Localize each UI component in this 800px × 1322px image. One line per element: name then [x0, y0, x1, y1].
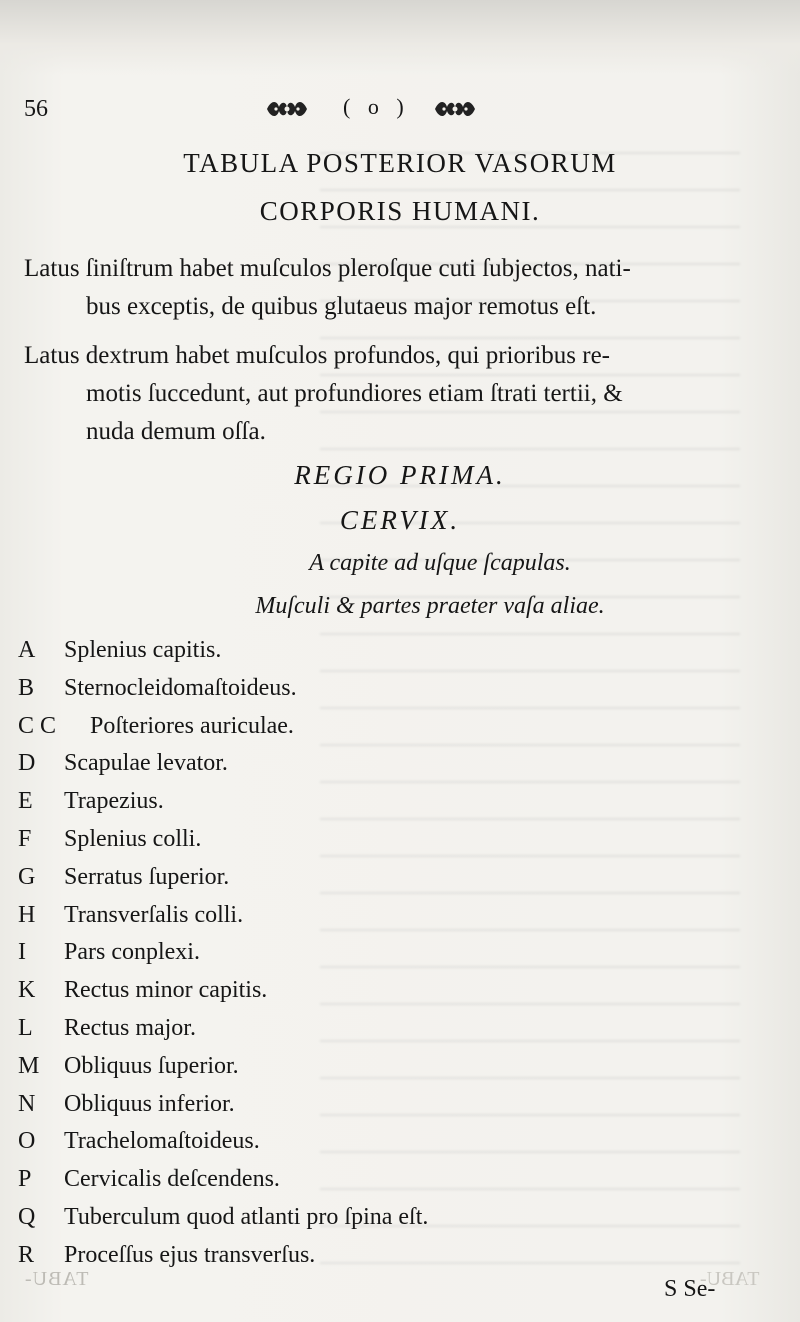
legend-key: I	[18, 939, 26, 966]
legend-label: Rectus major.	[64, 1014, 196, 1041]
legend-label: Rectus minor capitis.	[64, 977, 268, 1004]
page-top-shadow	[0, 0, 800, 75]
legend-label: Proceſſus ejus transverſus.	[64, 1241, 316, 1268]
legend-item	[18, 826, 718, 864]
paragraph-line: Latus ſiniſtrum habet muſculos pleroſque cuti ſubjectos, nati-	[24, 255, 631, 282]
legend-key: N	[18, 1090, 36, 1117]
legend-key: M	[18, 1052, 40, 1079]
legend-label: Cervicalis deſcendens.	[64, 1166, 280, 1193]
legend-item	[18, 637, 718, 675]
legend-item	[18, 864, 718, 902]
legend-key: F	[18, 825, 32, 852]
running-header	[0, 94, 800, 128]
legend-key: Q	[18, 1203, 36, 1230]
legend-label: Trachelomaſtoideus.	[64, 1128, 260, 1155]
legend-item	[18, 1053, 718, 1091]
legend-item	[18, 750, 718, 788]
legend-label: Splenius colli.	[64, 825, 202, 852]
paragraph-line: bus exceptis, de quibus glutaeus major remotus eſt.	[86, 293, 597, 320]
fleuron-ornament-left	[265, 98, 309, 120]
legend-item	[18, 675, 718, 713]
paragraph-latus-dextrum	[24, 337, 740, 451]
legend-item	[18, 1204, 718, 1242]
fleuron-ornament-right	[433, 98, 477, 120]
show-through-text-right: TABU-	[700, 1268, 760, 1290]
legend-key: A	[18, 637, 36, 663]
legend-label: Splenius capitis.	[64, 637, 222, 663]
section-subsubtitle: Muſculi & partes praeter vaſa aliae.	[255, 593, 605, 619]
page-number: 56	[24, 96, 48, 122]
legend-item	[18, 713, 718, 751]
paragraph-line: motis ſuccedunt, aut profundiores etiam ſtrati tertii, &	[86, 380, 623, 407]
legend-item	[18, 1128, 718, 1166]
legend-label: Pars conplexi.	[64, 939, 200, 966]
legend-label: Obliquus inferior.	[64, 1090, 235, 1117]
legend-item	[18, 939, 718, 977]
legend-key: K	[18, 977, 36, 1004]
page-title-line-2: CORPORIS HUMANI.	[259, 196, 541, 226]
legend-label: Transverſalis colli.	[64, 901, 244, 928]
legend-item	[18, 788, 718, 826]
legend-label: Serratus ſuperior.	[64, 863, 230, 890]
legend-key: R	[18, 1241, 35, 1268]
legend-item	[18, 977, 718, 1015]
legend-key: P	[18, 1166, 32, 1193]
legend-key: E	[18, 788, 33, 815]
show-through-text-left: TABU-	[24, 1268, 89, 1290]
page-title-line-1: TABULA POSTERIOR VASORUM	[183, 148, 617, 178]
legend-key: B	[18, 674, 35, 701]
legend-key: C C	[18, 712, 57, 739]
legend-label: Poſteriores auriculae.	[90, 712, 294, 739]
legend-item	[18, 1242, 718, 1280]
signature-mark: ( o )	[343, 94, 410, 119]
section-heading-cervix: CERVIX.	[339, 505, 461, 535]
legend-label: Obliquus ſuperior.	[64, 1052, 239, 1079]
legend-item	[18, 902, 718, 940]
legend-item	[18, 1015, 718, 1053]
paragraph-line: Latus dextrum habet muſculos profundos, qui prioribus re-	[24, 342, 610, 369]
legend-label: Tuberculum quod atlanti pro ſpina eſt.	[64, 1203, 429, 1230]
figure-legend-list	[18, 637, 718, 1280]
legend-label: Sternocleidomaſtoideus.	[64, 674, 297, 701]
catchword: S Se-	[664, 1276, 716, 1302]
paragraph-line: nuda demum oſſa.	[86, 418, 266, 445]
legend-key: H	[18, 901, 36, 928]
legend-key: D	[18, 750, 36, 777]
section-heading-regio: REGIO PRIMA.	[294, 460, 506, 490]
section-subtitle: A capite ad uſque ſcapulas.	[309, 550, 571, 576]
legend-label: Scapulae levator.	[64, 750, 228, 777]
legend-item	[18, 1091, 718, 1129]
legend-key: L	[18, 1014, 33, 1041]
paragraph-latus-sinistrum	[24, 250, 740, 326]
legend-key: O	[18, 1128, 36, 1155]
legend-item	[18, 1166, 718, 1204]
legend-key: G	[18, 863, 36, 890]
legend-label: Trapezius.	[64, 788, 164, 815]
